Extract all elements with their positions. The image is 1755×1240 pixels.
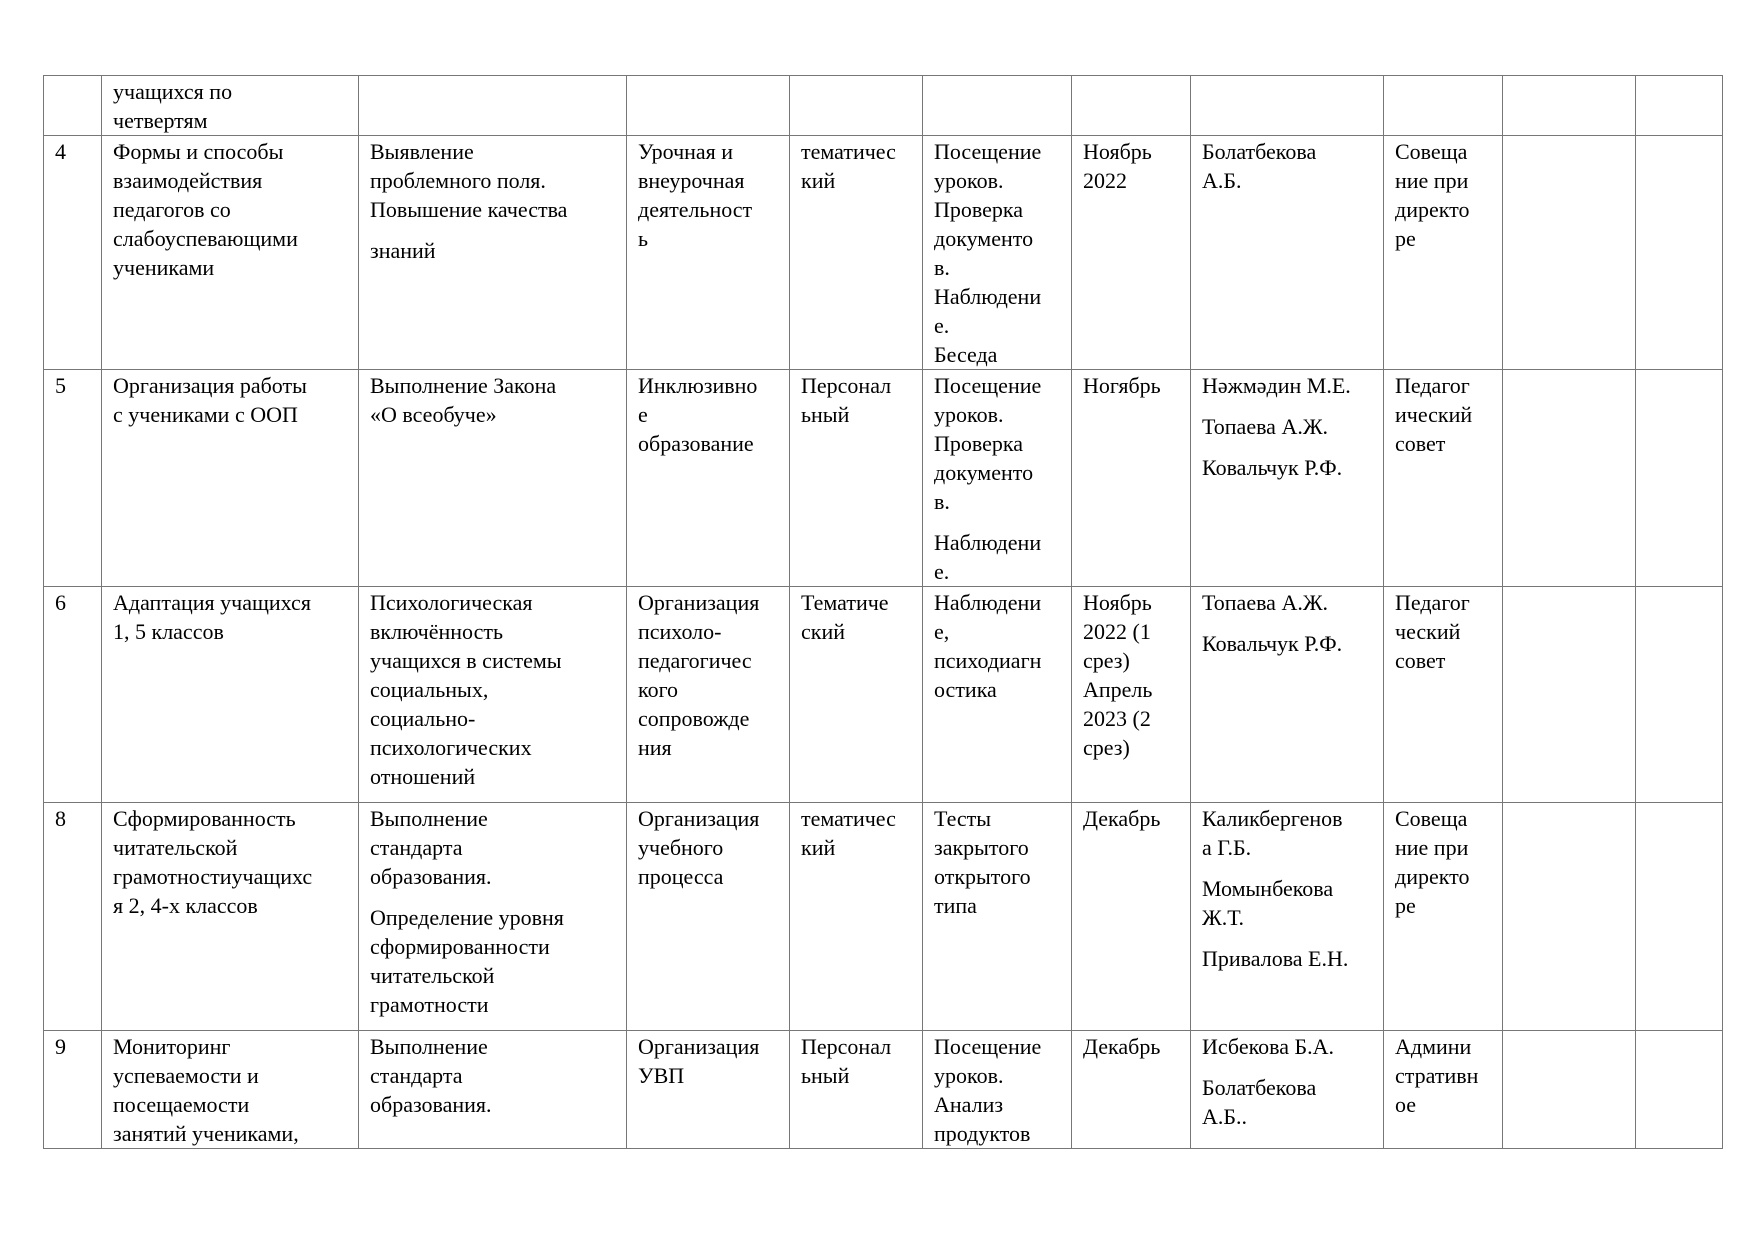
cell-topic <box>102 370 359 587</box>
cell-paragraph: Выполнение стандарта образования. <box>370 1034 492 1117</box>
cell-paragraph: Посещение уроков. Проверка документо в. <box>934 373 1042 514</box>
cell-paragraph: Декабрь <box>1083 1034 1161 1059</box>
cell-goal <box>359 76 627 136</box>
cell-paragraph: Ногябрь <box>1083 373 1161 398</box>
table-row <box>44 136 1723 370</box>
cell-extra-1 <box>1503 370 1636 587</box>
cell-paragraph: Определение уровня сформированности читательской грамотности <box>370 905 564 1017</box>
cell-extra-2 <box>1636 1031 1723 1149</box>
cell-number <box>44 370 102 587</box>
cell-object <box>627 76 790 136</box>
cell-paragraph: Нәжмәдин М.Е. <box>1202 373 1351 398</box>
cell-paragraph: Каликбергенов а Г.Б. <box>1202 806 1343 860</box>
table-row <box>44 1031 1723 1149</box>
cell-paragraph: Момынбекова Ж.Т. <box>1202 876 1334 930</box>
cell-paragraph: Выявление проблемного поля. Повышение качества <box>370 139 568 222</box>
cell-responsible <box>1191 136 1384 370</box>
cell-extra-1 <box>1503 76 1636 136</box>
cell-paragraph: Ноябрь 2022 <box>1083 139 1152 193</box>
cell-paragraph: Посещение уроков. Анализ продуктов <box>934 1034 1042 1146</box>
cell-extra-2 <box>1636 587 1723 803</box>
cell-type <box>790 587 923 803</box>
cell-result <box>1384 136 1503 370</box>
cell-goal <box>359 1031 627 1149</box>
cell-paragraph: Болатбекова А.Б. <box>1202 139 1317 193</box>
cell-topic <box>102 1031 359 1149</box>
cell-paragraph: знаний <box>370 238 436 263</box>
cell-date <box>1072 76 1191 136</box>
cell-responsible <box>1191 587 1384 803</box>
cell-goal <box>359 803 627 1031</box>
cell-extra-1 <box>1503 803 1636 1031</box>
cell-goal <box>359 370 627 587</box>
cell-number <box>44 587 102 803</box>
cell-result <box>1384 1031 1503 1149</box>
cell-extra-1 <box>1503 136 1636 370</box>
cell-paragraph: тематичес кий <box>801 806 896 860</box>
cell-method <box>923 370 1072 587</box>
cell-object <box>627 136 790 370</box>
cell-date <box>1072 1031 1191 1149</box>
cell-paragraph: Психологическая включённость учащихся в системы социальных, социально- психологических отношений <box>370 590 562 789</box>
table-row <box>44 76 1723 136</box>
cell-method <box>923 803 1072 1031</box>
cell-paragraph: Привалова Е.Н. <box>1202 946 1349 971</box>
cell-paragraph: Персонал ьный <box>801 1034 892 1088</box>
cell-method <box>923 1031 1072 1149</box>
cell-result <box>1384 76 1503 136</box>
cell-paragraph: Наблюдени е, психодиагн остика <box>934 590 1042 702</box>
cell-paragraph: Организация работы с учениками с ООП <box>113 373 307 427</box>
cell-paragraph: учащихся по четвертям <box>113 79 233 133</box>
cell-extra-2 <box>1636 76 1723 136</box>
cell-topic <box>102 803 359 1031</box>
cell-paragraph: Сформированность читательской грамотностиучащихс я 2, 4-х классов <box>113 806 313 918</box>
cell-paragraph: Ноябрь 2022 (1 срез) Апрель 2023 (2 срез) <box>1083 590 1153 760</box>
cell-object <box>627 587 790 803</box>
cell-paragraph: Топаева А.Ж. <box>1202 590 1329 615</box>
cell-result <box>1384 587 1503 803</box>
cell-paragraph: Топаева А.Ж. <box>1202 414 1329 439</box>
cell-date <box>1072 136 1191 370</box>
cell-paragraph: Организация учебного процесса <box>638 806 760 889</box>
cell-paragraph: Ковальчук Р.Ф. <box>1202 631 1343 656</box>
cell-number <box>44 136 102 370</box>
cell-paragraph: Урочная и внеурочная деятельност ь <box>638 139 753 251</box>
cell-paragraph: Ковальчук Р.Ф. <box>1202 455 1343 480</box>
cell-paragraph: Совеща ние при директо ре <box>1395 139 1470 251</box>
cell-paragraph: Адаптация учащихся 1, 5 классов <box>113 590 311 644</box>
cell-object <box>627 370 790 587</box>
cell-paragraph: Посещение уроков. Проверка документо в. Наблюдени е. Беседа <box>934 139 1042 367</box>
cell-goal <box>359 136 627 370</box>
cell-paragraph: Выполнение стандарта образования. <box>370 806 492 889</box>
cell-object <box>627 803 790 1031</box>
cell-extra-2 <box>1636 803 1723 1031</box>
cell-goal <box>359 587 627 803</box>
cell-paragraph: Наблюдени е. <box>934 530 1042 584</box>
cell-date <box>1072 370 1191 587</box>
cell-type <box>790 136 923 370</box>
cell-paragraph: Организация психоло- педагогичес кого сопровожде ния <box>638 590 760 760</box>
cell-method <box>923 76 1072 136</box>
cell-paragraph: Мониторинг успеваемости и посещаемости занятий учениками, <box>113 1034 299 1146</box>
cell-paragraph: Педагог ический совет <box>1395 373 1473 456</box>
cell-paragraph: Совеща ние при директо ре <box>1395 806 1470 918</box>
cell-topic <box>102 587 359 803</box>
cell-extra-1 <box>1503 1031 1636 1149</box>
plan-table <box>43 75 1723 1149</box>
table-row <box>44 587 1723 803</box>
cell-paragraph: Декабрь <box>1083 806 1161 831</box>
cell-paragraph: 5 <box>55 373 66 398</box>
cell-type <box>790 76 923 136</box>
cell-responsible <box>1191 370 1384 587</box>
cell-paragraph: 6 <box>55 590 66 615</box>
cell-number <box>44 803 102 1031</box>
cell-date <box>1072 803 1191 1031</box>
cell-responsible <box>1191 803 1384 1031</box>
cell-paragraph: Инклюзивно е образование <box>638 373 758 456</box>
cell-paragraph: Болатбекова А.Б.. <box>1202 1075 1317 1129</box>
cell-paragraph: Исбекова Б.А. <box>1202 1034 1335 1059</box>
cell-topic <box>102 136 359 370</box>
cell-object <box>627 1031 790 1149</box>
cell-paragraph: Админи стративн ое <box>1395 1034 1479 1117</box>
cell-method <box>923 587 1072 803</box>
cell-number <box>44 1031 102 1149</box>
table-row <box>44 370 1723 587</box>
cell-extra-1 <box>1503 587 1636 803</box>
cell-paragraph: 8 <box>55 806 66 831</box>
cell-paragraph: Тесты закрытого открытого типа <box>934 806 1031 918</box>
cell-paragraph: 4 <box>55 139 66 164</box>
cell-result <box>1384 803 1503 1031</box>
cell-type <box>790 803 923 1031</box>
cell-paragraph: 9 <box>55 1034 66 1059</box>
cell-paragraph: Формы и способы взаимодействия педагогов со слабоуспевающими учениками <box>113 139 298 280</box>
cell-paragraph: тематичес кий <box>801 139 896 193</box>
cell-number <box>44 76 102 136</box>
cell-type <box>790 370 923 587</box>
cell-paragraph: Организация УВП <box>638 1034 760 1088</box>
cell-method <box>923 136 1072 370</box>
cell-paragraph: Персонал ьный <box>801 373 892 427</box>
cell-paragraph: Педагог ческий совет <box>1395 590 1470 673</box>
cell-extra-2 <box>1636 370 1723 587</box>
cell-paragraph: Выполнение Закона «О всеобуче» <box>370 373 557 427</box>
cell-topic <box>102 76 359 136</box>
table-body <box>44 76 1723 1149</box>
cell-responsible <box>1191 76 1384 136</box>
cell-date <box>1072 587 1191 803</box>
cell-responsible <box>1191 1031 1384 1149</box>
cell-paragraph: Тематиче ский <box>801 590 889 644</box>
cell-result <box>1384 370 1503 587</box>
table-row <box>44 803 1723 1031</box>
cell-type <box>790 1031 923 1149</box>
cell-extra-2 <box>1636 136 1723 370</box>
